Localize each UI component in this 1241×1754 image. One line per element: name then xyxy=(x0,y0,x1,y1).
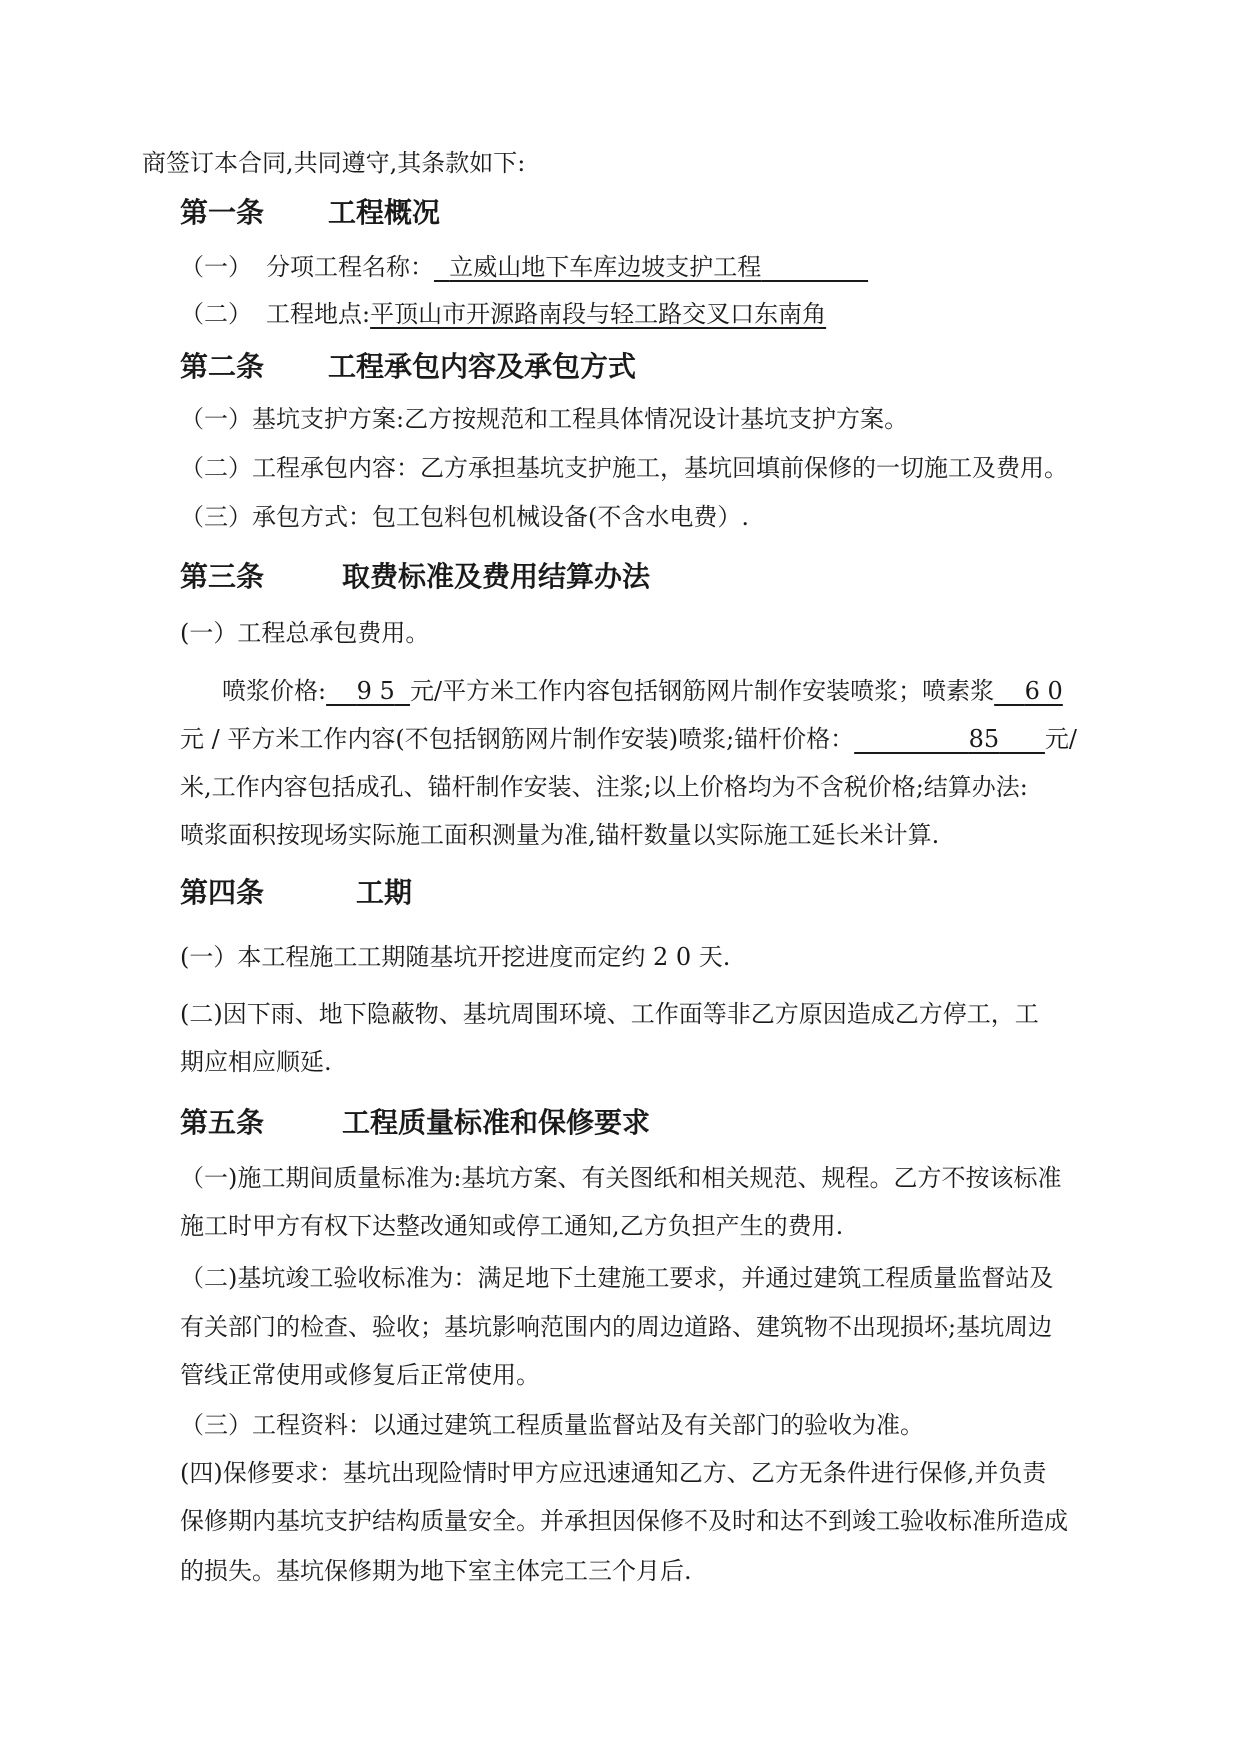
article-2-heading xyxy=(180,350,636,384)
article-4-item-2-line-2: 期应相应顺延. xyxy=(180,1048,332,1076)
article-5-item-1-line-2: 施工时甲方有权下达整改通知或停工通知,乙方负担产生的费用. xyxy=(180,1212,844,1240)
article-5-number: 第五条 xyxy=(180,1106,265,1139)
article-1-number: 第一条 xyxy=(180,196,265,229)
article-2-number: 第二条 xyxy=(180,350,265,383)
article-3-heading xyxy=(180,560,650,594)
article-2-item-2: （二）工程承包内容：乙方承担基坑支护施工，基坑回填前保修的一切施工及费用。 xyxy=(180,454,1068,482)
shotcrete-price: 9 5 xyxy=(356,677,395,705)
article-5-item-2-line-2: 有关部门的检查、验收；基坑影响范围内的周边道路、建筑物不出现损坏;基坑周边 xyxy=(180,1313,1053,1341)
article-1-item-2 xyxy=(180,297,826,331)
item-field-name: 分项工程名称： xyxy=(266,253,434,281)
intro-text: 商签订本合同,共同遵守,其条款如下: xyxy=(142,149,526,177)
article-5-item-1-line-1: （一)施工期间质量标准为:基坑方案、有关图纸和相关规范、规程。乙方不按该标准 xyxy=(180,1164,1062,1192)
article-3-number: 第三条 xyxy=(180,560,265,593)
article-5-item-3: （三）工程资料：以通过建筑工程质量监督站及有关部门的验收为准。 xyxy=(180,1411,924,1439)
article-4-title: 工期 xyxy=(356,876,413,909)
pricing-line-2: 元 / 平方米工作内容(不包括钢筋网片制作安装)喷浆;锚杆价格： 85 元/ xyxy=(180,725,1078,753)
article-5-title: 工程质量标准和保修要求 xyxy=(342,1106,651,1139)
article-3-item-1: (一）工程总承包费用。 xyxy=(180,619,430,647)
item-label: （二） xyxy=(180,300,252,328)
article-4-number: 第四条 xyxy=(180,876,265,909)
plain-grout-price: 6 0 xyxy=(1024,677,1063,705)
article-2-title: 工程承包内容及承包方式 xyxy=(328,350,637,383)
article-3-title: 取费标准及费用结算办法 xyxy=(342,560,651,593)
article-5-heading xyxy=(180,1106,650,1140)
item-label: （一） xyxy=(180,253,252,281)
article-1-title: 工程概况 xyxy=(328,196,441,229)
article-5-item-4-line-3: 的损失。基坑保修期为地下室主体完工三个月后. xyxy=(180,1557,692,1585)
anchor-price: 85 xyxy=(968,725,1000,753)
article-5-item-4-line-1: (四)保修要求：基坑出现险情时甲方应迅速通知乙方、乙方无条件进行保修,并负责 xyxy=(180,1459,1047,1487)
project-name-value: 立威山地下车库边坡支护工程 xyxy=(449,253,762,281)
article-2-item-1: （一）基坑支护方案:乙方按规范和工程具体情况设计基坑支护方案。 xyxy=(180,405,909,433)
article-5-item-2-line-1: （二)基坑竣工验收标准为：满足地下土建施工要求，并通过建筑工程质量监督站及 xyxy=(180,1264,1054,1292)
article-4-heading xyxy=(180,876,412,910)
article-5-item-2-line-3: 管线正常使用或修复后正常使用。 xyxy=(180,1361,540,1389)
article-2-item-3: （三）承包方式：包工包料包机械设备(不含水电费）. xyxy=(180,503,749,531)
pricing-line-1: 喷浆价格: 9 5 元/平方米工作内容包括钢筋网片制作安装喷浆；喷素浆 6 0 xyxy=(222,677,1063,705)
article-5-item-4-line-2: 保修期内基坑支护结构质量安全。并承担因保修不及时和达不到竣工验收标准所造成 xyxy=(180,1507,1068,1535)
item-field-name: 工程地点: xyxy=(266,300,371,328)
article-4-item-2-line-1: (二)因下雨、地下隐蔽物、基坑周围环境、工作面等非乙方原因造成乙方停工，工 xyxy=(180,1000,1039,1028)
article-4-item-1: (一）本工程施工工期随基坑开挖进度而定约 2 0 天. xyxy=(180,943,731,971)
pricing-line-4: 喷浆面积按现场实际施工面积测量为准,锚杆数量以实际施工延长米计算. xyxy=(180,821,940,849)
project-location-value: 平顶山市开源路南段与轻工路交叉口东南角 xyxy=(370,300,827,328)
article-1-item-1 xyxy=(180,250,868,284)
article-1-heading xyxy=(180,196,440,230)
pricing-line-3: 米,工作内容包括成孔、锚杆制作安装、注浆;以上价格均为不含税价格;结算办法: xyxy=(180,773,1028,801)
